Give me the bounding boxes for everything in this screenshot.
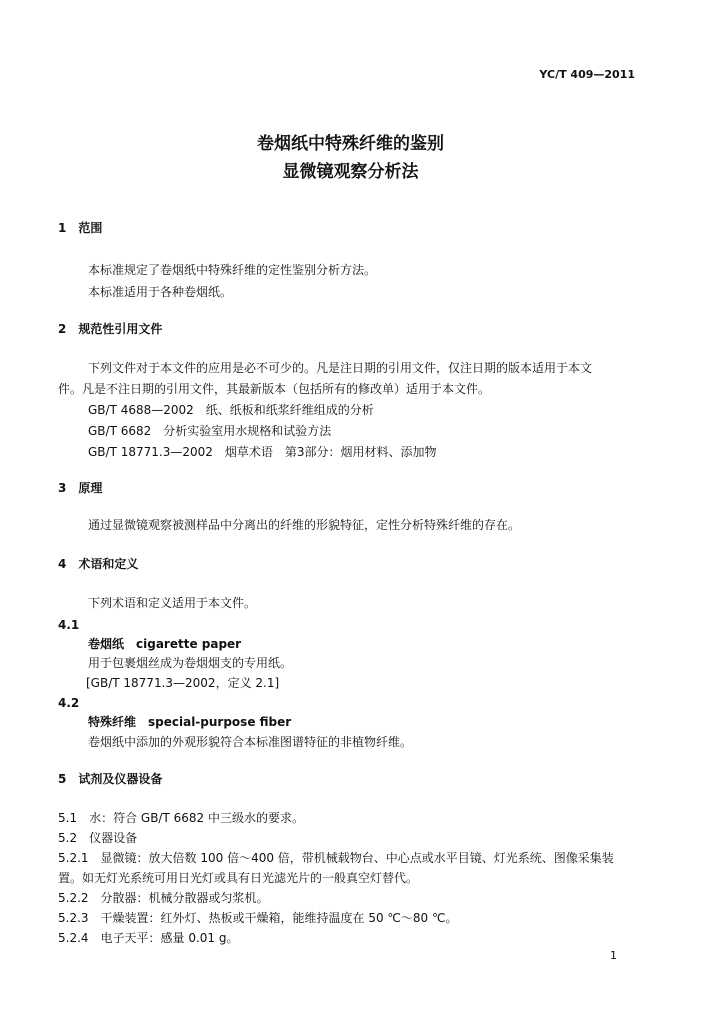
section-3-para: 通过显微镜观察被测样品中分离出的纤维的形貌特征，定性分析特殊纤维的存在。 — [88, 518, 521, 532]
clause-5-2-1-line2: 置。如无灯光系统可用日光灯或具有日光滤光片的一般真空灯替代。 — [58, 871, 419, 885]
clause-5-2-2: 5.2.2 分散器：机械分散器或匀浆机。 — [58, 891, 269, 905]
normative-reference-2: GB/T 6682 分析实验室用水规格和试验方法 — [88, 424, 332, 438]
term-4-1-name: 卷烟纸 cigarette paper — [88, 637, 242, 651]
doc-title-line2: 显微镜观察分析法 — [282, 162, 419, 182]
clause-5-2-1-line1: 5.2.1 显微镜：放大倍数 100 倍～400 倍，带机械载物台、中心点或水平目镜、灯光系统、图像采集装 — [58, 851, 614, 865]
normative-reference-3: GB/T 18771.3—2002 烟草术语 第3部分：烟用材料、添加物 — [88, 445, 437, 459]
section-5-heading: 5 试剂及仪器设备 — [58, 772, 163, 786]
section-2-para-line1: 下列文件对于本文件的应用是必不可少的。凡是注日期的引用文件，仅注日期的版本适用于本文 — [88, 361, 593, 375]
term-4-1-number: 4.1 — [58, 618, 80, 632]
section-2-para-line2: 件。凡是不注日期的引用文件，其最新版本（包括所有的修改单）适用于本文件。 — [58, 382, 491, 396]
term-4-1-definition: 用于包裹烟丝成为卷烟烟支的专用纸。 — [88, 656, 293, 670]
term-4-2-number: 4.2 — [58, 696, 80, 710]
standard-number: YC/T 409—2011 — [539, 68, 635, 81]
section-1-heading: 1 范围 — [58, 221, 103, 235]
section-4-heading: 4 术语和定义 — [58, 557, 139, 571]
page-number: 1 — [610, 949, 617, 962]
clause-5-1: 5.1 水：符合 GB/T 6682 中三级水的要求。 — [58, 811, 304, 825]
clause-5-2-4: 5.2.4 电子天平：感量 0.01 g。 — [58, 931, 239, 945]
clause-5-2-3: 5.2.3 干燥装置：红外灯、热板或干燥箱，能维持温度在 50 ℃～80 ℃。 — [58, 911, 458, 925]
section-1-para-1: 本标准规定了卷烟纸中特殊纤维的定性鉴别分析方法。 — [88, 263, 377, 277]
section-1-para-2: 本标准适用于各种卷烟纸。 — [88, 285, 233, 299]
section-2-heading: 2 规范性引用文件 — [58, 322, 163, 336]
doc-title-line1: 卷烟纸中特殊纤维的鉴别 — [257, 134, 444, 154]
clause-5-2: 5.2 仪器设备 — [58, 831, 138, 845]
section-4-para: 下列术语和定义适用于本文件。 — [88, 596, 257, 610]
term-4-2-definition: 卷烟纸中添加的外观形貌符合本标准图谱特征的非植物纤维。 — [88, 735, 413, 749]
term-4-1-source: [GB/T 18771.3—2002，定义 2.1] — [86, 676, 280, 690]
term-4-2-name: 特殊纤维 special-purpose fiber — [88, 715, 292, 729]
section-3-heading: 3 原理 — [58, 481, 103, 495]
normative-reference-1: GB/T 4688—2002 纸、纸板和纸浆纤维组成的分析 — [88, 403, 374, 417]
